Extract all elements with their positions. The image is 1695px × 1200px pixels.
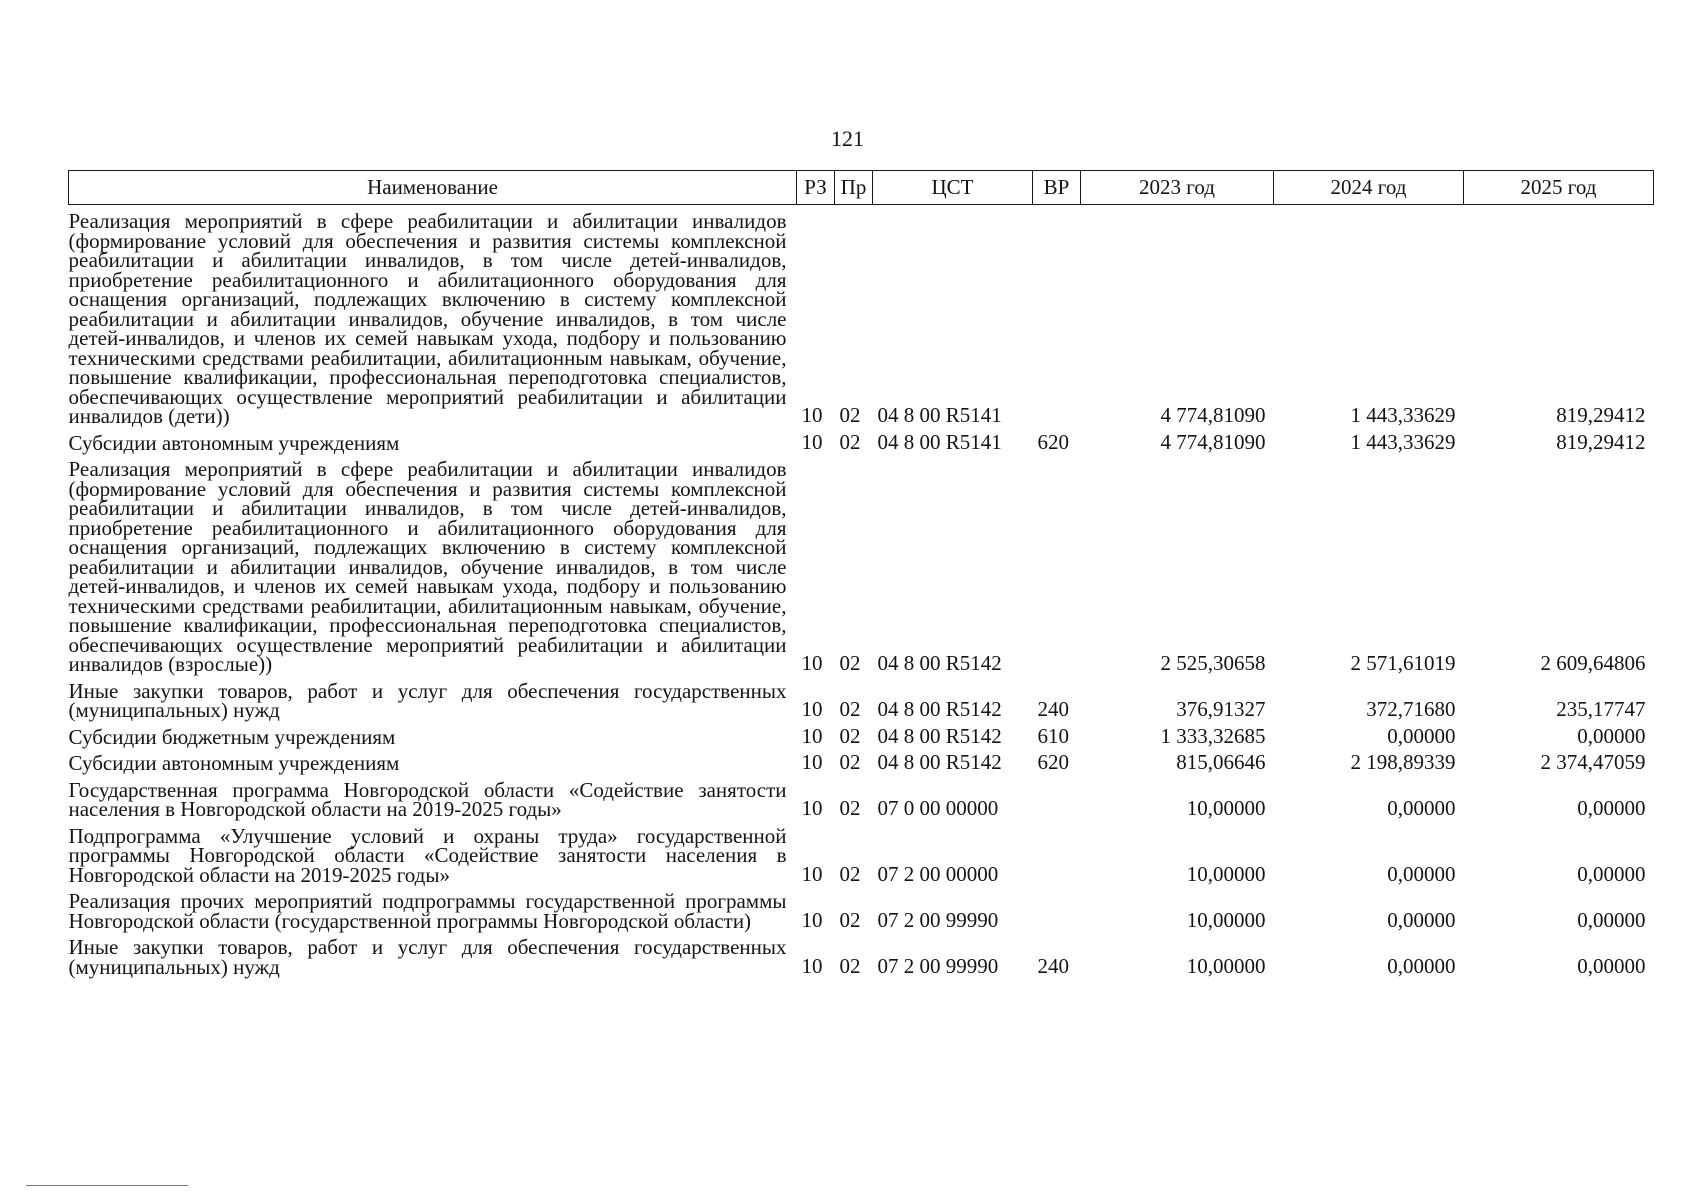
row-vr: 620 — [1037, 750, 1069, 774]
row-name: Субсидии автономным учреждениям — [68, 430, 400, 455]
row-pr: 02 — [839, 723, 861, 748]
row-2024: 0,00000 — [1387, 796, 1456, 820]
row-cst: 07 2 00 00000 — [877, 861, 999, 886]
row-pr: 02 — [839, 861, 861, 886]
header-2024: 2024 год — [1274, 171, 1464, 205]
row-2023: 815,06646 — [1176, 750, 1266, 774]
row-vr — [1033, 774, 1081, 820]
header-2025: 2025 год — [1464, 171, 1654, 205]
row-rz: 10 — [801, 697, 823, 721]
row-cst: 07 2 00 99990 — [877, 907, 999, 932]
row-2023: 1 333,32685 — [1160, 723, 1266, 748]
row-cst: 04 8 00 R5142 — [877, 750, 1002, 774]
row-2024: 0,00000 — [1387, 953, 1456, 978]
row-2023: 10,00000 — [1186, 861, 1266, 886]
row-2023: 10,00000 — [1186, 796, 1266, 820]
table-row — [69, 453, 1654, 675]
row-pr: 02 — [839, 651, 861, 675]
row-2025: 0,00000 — [1577, 907, 1646, 932]
row-2024: 0,00000 — [1387, 861, 1456, 886]
row-2024: 2 198,89339 — [1350, 750, 1456, 774]
row-vr: 240 — [1037, 953, 1069, 978]
row-cst: 04 8 00 R5142 — [877, 697, 1002, 721]
table-row — [69, 675, 1654, 721]
table-row — [69, 931, 1654, 977]
table-row — [69, 820, 1654, 886]
table-row — [69, 205, 1654, 427]
row-vr — [1033, 885, 1081, 931]
row-rz: 10 — [801, 953, 823, 978]
table-header — [69, 171, 1654, 205]
budget-table — [68, 170, 1654, 977]
row-rz: 10 — [801, 723, 823, 748]
row-pr: 02 — [839, 429, 861, 454]
header-cst: ЦСТ — [873, 171, 1033, 205]
row-2024: 0,00000 — [1387, 723, 1456, 748]
table-row — [69, 774, 1654, 820]
row-pr: 02 — [839, 403, 861, 427]
row-2025: 0,00000 — [1577, 953, 1646, 978]
row-vr: 620 — [1037, 429, 1069, 454]
header-name: Наименование — [69, 171, 797, 205]
row-2024: 1 443,33629 — [1350, 403, 1456, 427]
row-2024: 1 443,33629 — [1350, 429, 1456, 454]
row-name: Реализация мероприятий в сфере реабилитации и абилитации инвалидов (формирование условий для обеспечения и развития системы комплексной реабилитации и абилитации инвалидов, в том числе детей-инвалидов, приобретение реабилитационного и абилитационного оборудования для оснащения организаций, подлежащих включению в систему комплексной реабилитации и абилитации инвалидов, обучение инвалидов, в том числе детей-инвалидов, и членов их семей навыкам ухода, подбору и пользованию техническими средствами реабилитации, абилитационным навыкам, обучение, повышение квалификации, профессиональная переподготовка специалистов, обеспечивающих осуществление мероприятий реабилитации и абилитации инвалидов (взрослые)) — [68, 457, 787, 676]
table-row — [69, 885, 1654, 931]
row-2023: 10,00000 — [1186, 907, 1266, 932]
row-2023: 4 774,81090 — [1160, 403, 1266, 427]
table-row — [69, 747, 1654, 774]
header-rz: РЗ — [797, 171, 835, 205]
header-vr: ВР — [1033, 171, 1081, 205]
row-name: Субсидии автономным учреждениям — [68, 751, 400, 775]
row-2025: 0,00000 — [1577, 796, 1646, 820]
row-cst: 04 8 00 R5141 — [877, 429, 1002, 454]
row-2023: 376,91327 — [1176, 697, 1266, 721]
row-vr: 610 — [1037, 723, 1069, 748]
row-rz: 10 — [801, 796, 823, 820]
row-pr: 02 — [839, 697, 861, 721]
row-vr — [1033, 453, 1081, 675]
row-name: Реализация прочих мероприятий подпрограммы государственной программы Новгородской области (государственной программы Новгородской области) — [68, 889, 787, 933]
row-2023: 4 774,81090 — [1160, 429, 1266, 454]
row-name: Иные закупки товаров, работ и услуг для обеспечения государственных (муниципальных) нужд — [68, 678, 787, 722]
row-name: Реализация мероприятий в сфере реабилитации и абилитации инвалидов (формирование условий для обеспечения и развития системы комплексной реабилитации и абилитации инвалидов, в том числе детей-инвалидов, приобретение реабилитационного и абилитационного оборудования для оснащения организаций, подлежащих включению в систему комплексной реабилитации и абилитации инвалидов, обучение инвалидов, в том числе детей-инвалидов, и членов их семей навыкам ухода, подбору и пользованию техническими средствами реабилитации, абилитационным навыкам, обучение, повышение квалификации, профессиональная переподготовка специалистов, обеспечивающих осуществление мероприятий реабилитации и абилитации инвалидов (дети)) — [68, 209, 787, 428]
header-2023: 2023 год — [1081, 171, 1274, 205]
row-2024: 372,71680 — [1366, 697, 1456, 721]
row-vr: 240 — [1037, 697, 1069, 721]
row-2024: 2 571,61019 — [1350, 651, 1456, 675]
row-rz: 10 — [801, 429, 823, 454]
row-vr — [1033, 820, 1081, 886]
row-2025: 235,17747 — [1556, 697, 1646, 721]
row-name: Подпрограмма «Улучшение условий и охраны труда» государственной программы Новгородской области «Содействие занятости населения в Новгородской области на 2019-2025 годы» — [68, 823, 787, 887]
row-cst: 04 8 00 R5142 — [877, 723, 1002, 748]
row-rz: 10 — [801, 651, 823, 675]
row-2023: 10,00000 — [1186, 953, 1266, 978]
footer-divider — [26, 1185, 188, 1186]
row-cst: 07 2 00 99990 — [877, 953, 999, 978]
row-vr — [1033, 205, 1081, 427]
row-cst: 04 8 00 R5141 — [877, 403, 1002, 427]
row-2025: 2 374,47059 — [1540, 750, 1646, 774]
row-rz: 10 — [801, 861, 823, 886]
row-rz: 10 — [801, 907, 823, 932]
row-2025: 0,00000 — [1577, 861, 1646, 886]
row-2025: 2 609,64806 — [1540, 651, 1646, 675]
row-rz: 10 — [801, 403, 823, 427]
table-row — [69, 721, 1654, 748]
table-body — [69, 205, 1654, 978]
row-2024: 0,00000 — [1387, 907, 1456, 932]
row-pr: 02 — [839, 750, 861, 774]
row-cst: 07 0 00 00000 — [877, 796, 999, 820]
row-pr: 02 — [839, 953, 861, 978]
page-number: 121 — [831, 126, 864, 151]
row-2025: 819,29412 — [1556, 403, 1646, 427]
row-name: Государственная программа Новгородской области «Содействие занятости населения в Новгородской области на 2019-2025 годы» — [68, 777, 787, 821]
row-cst: 04 8 00 R5142 — [877, 651, 1002, 675]
table-row — [69, 427, 1654, 454]
row-name: Субсидии бюджетным учреждениям — [68, 724, 396, 749]
row-pr: 02 — [839, 796, 861, 820]
row-2023: 2 525,30658 — [1160, 651, 1266, 675]
row-rz: 10 — [801, 750, 823, 774]
header-pr: Пр — [835, 171, 873, 205]
row-2025: 819,29412 — [1556, 429, 1646, 454]
row-pr: 02 — [839, 907, 861, 932]
row-2025: 0,00000 — [1577, 723, 1646, 748]
row-name: Иные закупки товаров, работ и услуг для обеспечения государственных (муниципальных) нужд — [68, 935, 787, 979]
